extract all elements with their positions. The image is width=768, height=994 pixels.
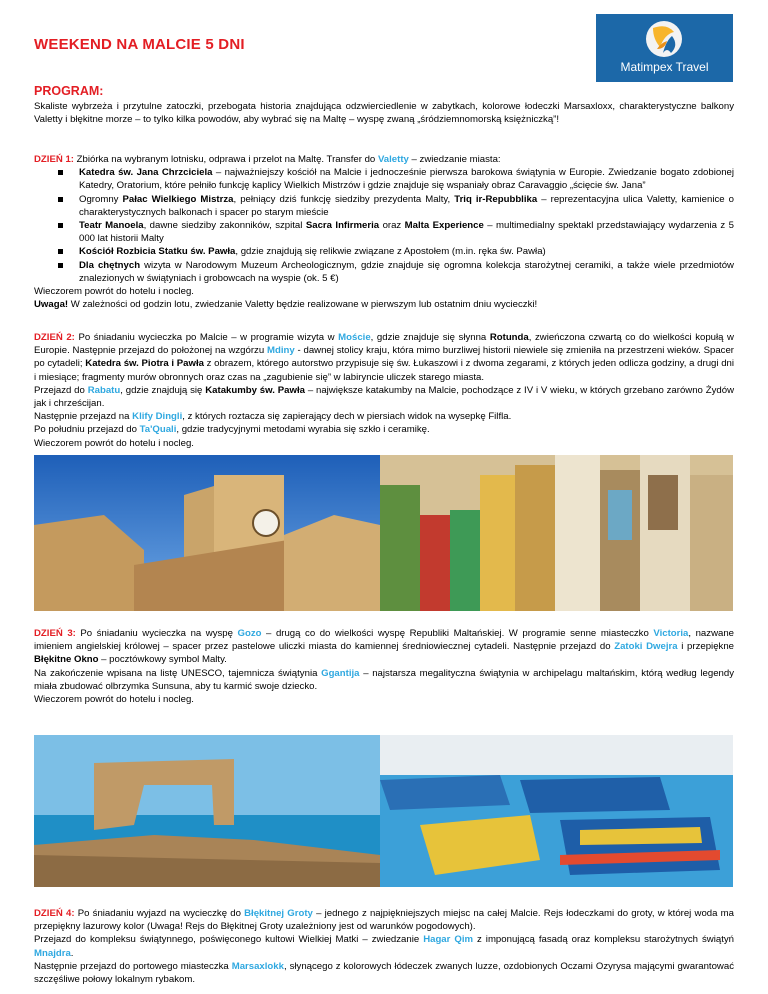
item-text: , gdzie znajdują się relikwie związane z Apostołem (m.in. ręka św. Pawła) <box>235 246 546 258</box>
place-dwejra: Zatoki Dwejra <box>614 641 678 653</box>
item-bold: Malta Experience <box>404 220 484 232</box>
place-blue-grotto: Błękitnej Groty <box>244 908 313 919</box>
program-heading: PROGRAM: <box>34 84 104 98</box>
day3-text: i przepiękne <box>677 641 734 653</box>
list-item <box>34 193 734 219</box>
logo-text: Matimpex Travel <box>620 60 709 74</box>
day3-text: – drugą co do wielkości wyspę Republiki Maltańskiej. W programie senne miasteczko <box>261 628 654 639</box>
day1-note <box>34 298 734 311</box>
item-bold: Pałac Wielkiego Mistrza <box>122 193 234 205</box>
day2-text: , zwieńczona czwartą co do wielkości kopułą w Europie. Następnie przejazd do położonej na wzgórzu <box>34 332 734 357</box>
day3-evening: Wieczorem powrót do hotelu i nocleg. <box>34 694 194 706</box>
company-logo <box>596 14 733 82</box>
day3-text: – najstarsza megalityczna świątynia w archipelagu maltańskim, którą według legendy miała zbudować olbrzymka Sunsuna, aby tu karmić swoje dziecko. <box>34 667 734 692</box>
day2-text: Po śniadaniu wycieczka po Malcie – w programie wizyta w <box>74 332 339 343</box>
photo-citadel <box>34 455 380 611</box>
item-bold: Kościół Rozbicia Statku św. Pawła <box>79 246 236 258</box>
day2-text: Po południu przejazd do <box>34 424 140 436</box>
place-valetta: Valetty <box>377 154 409 165</box>
day4-label: DZIEŃ 4: <box>34 908 75 919</box>
day3-text: – pocztówkowy symbol Malty. <box>98 654 227 666</box>
day3-text: , nazwane imieniem angielskiej królowej – spacer przez pastelowe uliczki miasta do kamiennej średniowiecznej cytadeli. Następnie przejazd do <box>34 628 735 653</box>
day2-text: z obrazem, którego autorstwo przypisuje się św. Łukaszowi i z dwoma zegarami, z których jeden odlicza godziny, a drugi dni i miesiące; fragmenty murów obronnych oraz czas na „zagubienie się” w labiryncie uliczek starego miasta. <box>34 358 735 383</box>
photo-azure-window <box>34 735 380 887</box>
day1-text: – zwiedzanie miasta: <box>408 154 501 165</box>
place-taquali: Ta'Quali <box>139 424 177 436</box>
day4-text: z imponującą fasadą oraz kompleksu starożytnych świątyń <box>473 934 734 946</box>
day4-text: Przejazd do kompleksu świątynnego, poświęconego kultowi Wielkiej Matki – zwiedzanie <box>34 934 424 946</box>
day4-line <box>34 933 734 959</box>
item-bold: Triq ir-Repubblika <box>454 193 538 205</box>
day2-text: – największe katakumby na Malcie, pochodzące z IV i V wieku, w których grzebano zarówno Żydów jak i chrześcijan. <box>34 384 735 410</box>
program-intro: Skaliste wybrzeża i przytulne zatoczki, przebogata historia znajdująca odzwierciedlenie w zabytkach, kolorowe łodeczki Marsaxloxx, charakterystyczne balkony Valetty i błękitne morze – to tylko kilka powodów, aby wybrać się na Maltę – wyspę zwaną „śródziemnomorską księżniczką”! <box>34 101 734 126</box>
item-bold: Teatr Manoela <box>79 220 144 232</box>
item-text: – multimedialny spektakl przedstawiający wydarzenia z 5 000 lat historii Malty <box>79 220 734 245</box>
place-ggantija: Ggantija <box>321 667 360 679</box>
day4-section <box>34 907 734 986</box>
day2-text: Przejazd do <box>34 384 88 396</box>
day1-text: Zbiórka na wybranym lotnisku, odprawa i przelot na Maltę. Transfer do <box>73 154 378 165</box>
item-text: Ogromny <box>79 193 123 205</box>
day2-text: , gdzie tradycyjnymi metodami wyrabia się szkło i ceramikę. <box>176 424 430 436</box>
day2-text: , gdzie znajduje się słynna <box>370 332 490 343</box>
list-item <box>34 166 734 192</box>
photo-balconies <box>380 455 733 611</box>
day2-text: Następnie przejazd na <box>34 411 133 423</box>
item-bold: Katedra św. Jana Chrzciciela <box>79 167 213 179</box>
day1-intro <box>34 153 734 166</box>
item-bold: Błękitne Okno <box>34 654 99 666</box>
day4-line <box>34 960 734 986</box>
day2-label: DZIEŃ 2: <box>34 332 75 343</box>
item-bold: Katakumby św. Pawła <box>205 384 305 396</box>
item-bold: Katedra św. Piotra i Pawła <box>85 358 204 370</box>
item-bold: Dla chętnych <box>79 259 141 271</box>
logo-sun-icon <box>643 19 685 59</box>
note-bold: Uwaga! <box>34 299 69 311</box>
day4-text: , słynącego z kolorowych łódeczek zwanych luzze, ozdobionych Oczami Ozyrysa mającymi gwarantować szczęśliwe połowy lokalnym rybakom. <box>34 960 734 986</box>
place-marsaxlokk: Marsaxlokk <box>231 960 284 972</box>
place-victoria: Victoria <box>653 628 689 639</box>
day3-text: Na zakończenie wpisana na listę UNESCO, tajemnicza świątynia <box>34 667 322 679</box>
list-item <box>34 259 734 285</box>
day3-para <box>34 627 734 667</box>
item-text: , pełniący dziś funkcję siedziby prezydenta Malty, <box>233 193 455 205</box>
day2-para <box>34 331 734 384</box>
day2-line <box>34 423 734 436</box>
day2-line <box>34 410 734 423</box>
day4-para <box>34 907 734 933</box>
day1-list <box>34 166 734 285</box>
place-gozo: Gozo <box>237 628 262 639</box>
day2-text: , z których roztacza się zapierający dech w piersiach widok na wysepkę Filfla. <box>182 411 512 423</box>
list-item <box>34 245 734 258</box>
day4-text: Po śniadaniu wyjazd na wycieczkę do <box>74 908 245 919</box>
item-text: – najważniejszy kościół na Malcie i jednocześnie pierwsza barokowa świątynia w Europie. Zwiedzanie bogato zdobionej Katedry, Oratorium, które pełniło funkcję kaplicy Wielkich Mistrzów i gdzie znajduje się wspaniały obraz Caravaggio „ścięcie św. Jana” <box>79 167 734 192</box>
day1-evening: Wieczorem powrót do hotelu i nocleg. <box>34 286 194 298</box>
place-mosta: Moście <box>338 332 371 343</box>
item-text: oraz <box>379 220 405 232</box>
day2-section <box>34 331 734 450</box>
day3-text: Po śniadaniu wycieczka na wyspę <box>75 628 238 639</box>
page-title: WEEKEND NA MALCIE 5 DNI <box>34 36 245 53</box>
day3-line <box>34 667 734 693</box>
place-hagar-qim: Hagar Qim <box>423 934 474 946</box>
day4-text: – jednego z najpiękniejszych miejsc na całej Malcie. Rejs łodeczkami do groty, w której woda ma przepiękny lazurowy kolor (Uwaga! Rejs do Błękitnej Groty uzależniony jest od warunków pogodowych). <box>34 908 734 933</box>
photo-luzzu-boats <box>380 735 733 887</box>
day4-text: . <box>70 947 74 959</box>
item-bold: Sacra Infirmeria <box>305 220 380 232</box>
item-text: , dawne siedziby zakonników, szpital <box>143 220 306 232</box>
place-mnajdra: Mnajdra <box>34 947 71 959</box>
list-item <box>34 219 734 245</box>
day2-line <box>34 384 734 410</box>
item-text: – reprezentacyjna ulica Valetty, kamienice o charakterystycznych balkonach i spacer po starym mieście <box>79 193 734 218</box>
note-text: W zależności od godzin lotu, zwiedzanie Valetty będzie realizowane w pierwszym lub ostatnim dniu wycieczki! <box>68 299 538 311</box>
day1-label: DZIEŃ 1: <box>34 154 74 165</box>
day1-section <box>34 153 734 311</box>
place-mdina: Mdiny <box>266 345 295 357</box>
day3-section <box>34 627 734 706</box>
item-text: wizyta w Narodowym Muzeum Archeologicznym, gdzie znajduje się ogromna kolekcja starożytnej ceramiki, a także wiele przedmiotów znalezionych w świątyniach i grobowcach na wyspie (ok. 5 €) <box>79 259 734 284</box>
day2-evening: Wieczorem powrót do hotelu i nocleg. <box>34 437 194 449</box>
day4-text: Następnie przejazd do portowego miasteczka <box>34 960 232 972</box>
day2-text: , gdzie znajdują się <box>120 384 206 396</box>
place-dingli: Klify Dingli <box>132 411 183 423</box>
place-rabat: Rabatu <box>87 384 121 396</box>
day2-text: - dawnej stolicy kraju, która mimo burzliwej historii niewiele się zmieniła na przestrzeni wieków. Spacer po cytadeli; <box>34 345 734 370</box>
day3-label: DZIEŃ 3: <box>34 628 76 639</box>
item-bold: Rotunda <box>489 332 529 343</box>
